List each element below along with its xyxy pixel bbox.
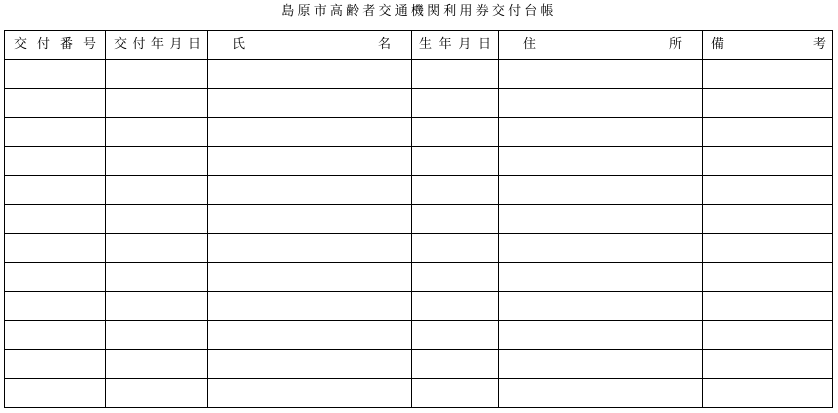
table-cell (106, 205, 208, 234)
table-cell (499, 205, 703, 234)
table-cell (412, 321, 499, 350)
table-cell (412, 176, 499, 205)
header-char: 考 (812, 37, 826, 52)
table-cell (412, 292, 499, 321)
table-cell (703, 234, 833, 263)
table-cell (106, 118, 208, 147)
column-header-name (208, 31, 412, 60)
header-row (5, 31, 833, 60)
column-header-address (499, 31, 703, 60)
table-cell (208, 176, 412, 205)
column-header-issue-number (5, 31, 106, 60)
table-row (5, 321, 833, 350)
header-char: 日 (187, 37, 201, 52)
table-row (5, 292, 833, 321)
table-cell (412, 118, 499, 147)
table-cell (106, 60, 208, 89)
table-cell (106, 234, 208, 263)
table-cell (5, 292, 106, 321)
table-cell (703, 205, 833, 234)
table-cell (703, 292, 833, 321)
table-row (5, 205, 833, 234)
column-header-remarks (703, 31, 833, 60)
table-cell (703, 60, 833, 89)
table-cell (208, 292, 412, 321)
header-char: 月 (458, 37, 472, 52)
table-cell (499, 263, 703, 292)
table-cell (499, 118, 703, 147)
table-row (5, 379, 833, 408)
table-row (5, 263, 833, 292)
table-cell (5, 176, 106, 205)
table-cell (5, 118, 106, 147)
header-char: 交 (114, 37, 128, 52)
table-cell (5, 60, 106, 89)
table-cell (412, 379, 499, 408)
header-char: 交 (14, 37, 28, 52)
table-cell (499, 234, 703, 263)
table-row (5, 89, 833, 118)
table-cell (499, 350, 703, 379)
table-cell (5, 205, 106, 234)
table-row (5, 234, 833, 263)
header-char: 生 (419, 37, 433, 52)
table-cell (208, 147, 412, 176)
table-row (5, 350, 833, 379)
table-cell (5, 263, 106, 292)
table-cell (106, 321, 208, 350)
header-char: 日 (477, 37, 491, 52)
ledger-body (5, 60, 833, 408)
table-cell (703, 350, 833, 379)
column-header-birth-date (412, 31, 499, 60)
table-cell (208, 205, 412, 234)
table-cell (106, 350, 208, 379)
header-char: 備 (711, 37, 725, 52)
table-cell (703, 147, 833, 176)
column-header-issue-date (106, 31, 208, 60)
table-cell (208, 263, 412, 292)
table-cell (208, 89, 412, 118)
header-char: 年 (150, 37, 164, 52)
table-cell (208, 379, 412, 408)
table-cell (499, 60, 703, 89)
table-row (5, 60, 833, 89)
table-cell (703, 89, 833, 118)
table-cell (412, 89, 499, 118)
header-char: 所 (668, 37, 682, 52)
header-char: 月 (169, 37, 183, 52)
table-cell (106, 176, 208, 205)
header-char: 年 (438, 37, 452, 52)
table-cell (412, 350, 499, 379)
table-cell (412, 147, 499, 176)
table-cell (208, 118, 412, 147)
table-cell (499, 292, 703, 321)
header-char: 名 (377, 37, 391, 52)
header-char: 付 (36, 37, 50, 52)
table-cell (5, 147, 106, 176)
ledger-table (4, 30, 833, 408)
table-cell (106, 379, 208, 408)
table-cell (106, 292, 208, 321)
table-cell (5, 234, 106, 263)
document-title: 島原市高齢者交通機関利用券交付台帳 (281, 4, 557, 19)
header-char: 号 (82, 37, 96, 52)
table-row (5, 147, 833, 176)
table-cell (5, 89, 106, 118)
table-cell (499, 321, 703, 350)
table-cell (703, 176, 833, 205)
table-cell (499, 379, 703, 408)
table-cell (208, 350, 412, 379)
header-char: 番 (59, 37, 73, 52)
table-cell (703, 379, 833, 408)
table-cell (412, 60, 499, 89)
table-cell (499, 89, 703, 118)
table-cell (106, 263, 208, 292)
table-cell (703, 263, 833, 292)
table-cell (106, 89, 208, 118)
table-cell (5, 321, 106, 350)
header-char: 付 (132, 37, 146, 52)
table-cell (106, 147, 208, 176)
table-cell (412, 263, 499, 292)
table-cell (703, 118, 833, 147)
table-row (5, 118, 833, 147)
table-row (5, 176, 833, 205)
header-char: 住 (523, 37, 537, 52)
table-cell (208, 321, 412, 350)
table-cell (499, 176, 703, 205)
table-cell (5, 379, 106, 408)
table-cell (412, 205, 499, 234)
header-char: 氏 (232, 37, 246, 52)
table-cell (208, 60, 412, 89)
table-cell (499, 147, 703, 176)
table-cell (5, 350, 106, 379)
table-cell (412, 234, 499, 263)
table-cell (703, 321, 833, 350)
table-cell (208, 234, 412, 263)
